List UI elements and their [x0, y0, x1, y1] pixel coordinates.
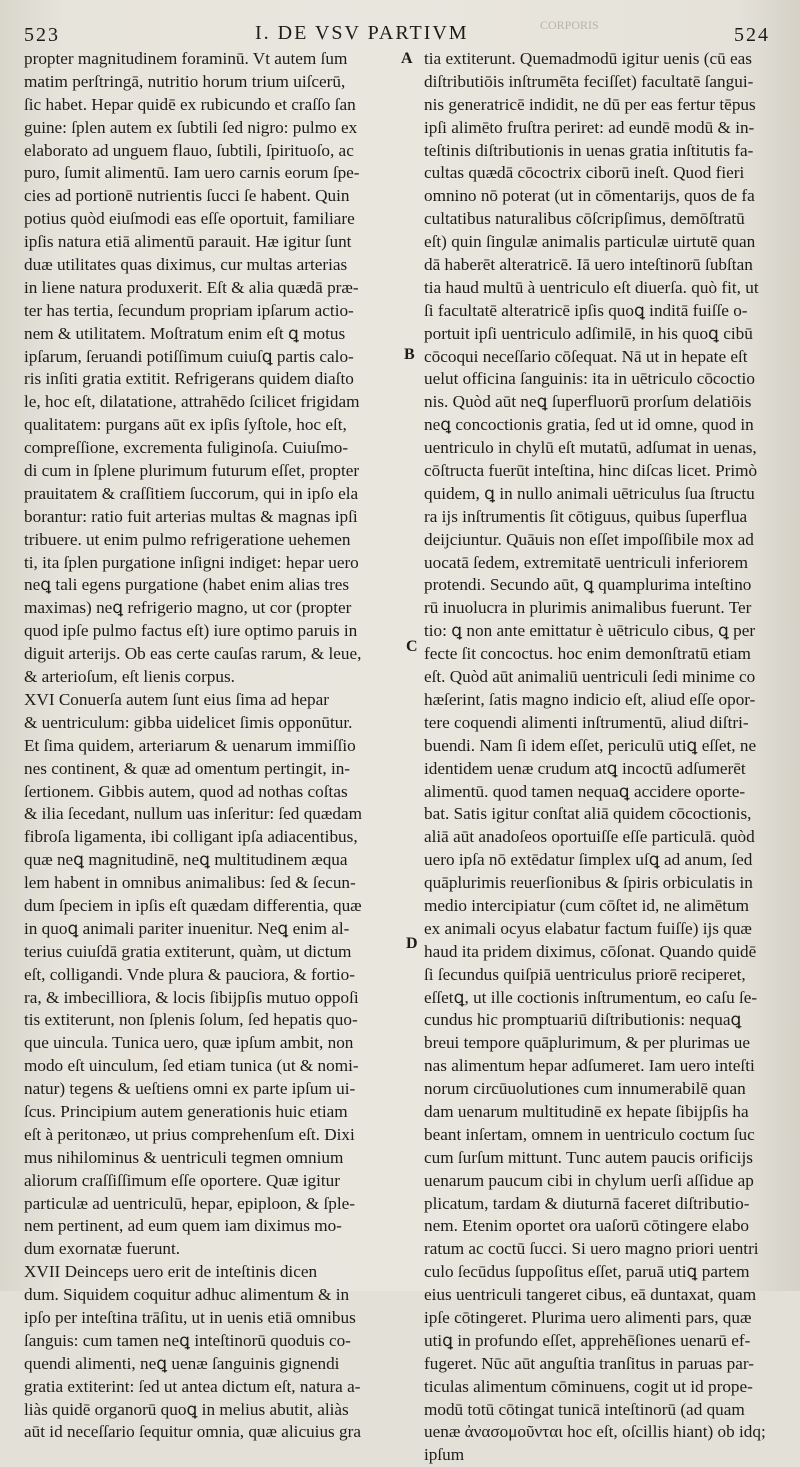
left-column-line: nem & utilitatem. Moſtratum enim eſt ꝗ motus: [24, 323, 346, 343]
right-column-line: cultas quædā cōcoctrix ciborū ineſt. Quod fieri: [424, 163, 745, 183]
left-column-line: le, hoc eſt, dilatatione, attrahēdo ſcilicet frigidam: [24, 392, 360, 412]
right-column-line: modū totū cōtingat tunicā inteſtinorū (ad quam: [424, 1399, 745, 1419]
left-column-line: ra, & imbecilliora, & locis ſibijpſis mutuo oppoſi: [24, 987, 359, 1007]
left-column-line: terius cuiuſdā gratia extiterunt, quàm, ut dictum: [24, 941, 352, 961]
right-column-line: nis generatricē indidit, ne dū per eas fertur tēpus: [424, 94, 756, 114]
right-column-line: ipſi alimēto fruſtra periret: ad eundē modū & in-: [424, 117, 755, 137]
right-column-line: breui tempore quāplurimum, & per plurimas ue: [424, 1033, 751, 1053]
right-column-line: tio: ꝗ non ante emittatur è uētriculo cibus, ꝗ per: [424, 621, 756, 641]
right-column-line: tere coquendi alimenti inſtrumentū, aliud diſtri-: [424, 712, 749, 732]
left-column-line: ti, ita ſplen purgatione inſigni indiget: hepar uero: [24, 552, 359, 572]
right-column-line: quidem, ꝗ in nullo animali uētriculus ſua ſtructu: [424, 483, 755, 503]
right-column-line: ex animali ocyus elabatur factum fuiſſe) ijs quæ: [424, 918, 752, 938]
right-column-line: nis. Quòd aūt neꝗ ſuperfluorū prorſum delatiōis: [424, 392, 752, 412]
right-column-line: plicatum, tardam & diuturnā faceret diſtributio-: [424, 1193, 750, 1213]
right-column-line: fecte ſit concoctus. hoc enim demonſtratū etiam: [424, 644, 751, 664]
left-column-line: compreſſione, excrementa fuliginoſa. Cuiuſmo-: [24, 438, 349, 458]
left-column-line: natur) tegens & ueſtiens omni ex parte ipſum ui-: [24, 1079, 356, 1099]
right-column-line: uelut officina ſanguinis: ita in uētriculo cōcoctio: [424, 369, 755, 389]
left-column-line: ſcus. Principium autem generationis huic etiam: [24, 1101, 348, 1121]
right-column-line: ſi ſecundus quiſpiā uentriculus priorē reciperet,: [424, 964, 746, 984]
right-column-line: aliā aūt anadoſeos oportuiſſe eſſe particulā. quòd: [424, 827, 755, 847]
left-column-line: gratia extiterint: ſed ut antea dictum eſt, natura a-: [24, 1376, 361, 1396]
left-column-line: diguit arterijs. Ob eas certe cauſas rarum, & leue,: [24, 644, 362, 664]
right-column-line: ipſe cōtingeret. Plurima uero alimenti pars, quæ: [424, 1307, 752, 1327]
left-column-line: quendi alimenti, neꝗ uenæ ſanguinis gignendi: [24, 1353, 340, 1373]
left-column-line: aliorum craſſiſſimum eſſe oportere. Quæ igitur: [24, 1170, 340, 1190]
left-column-line: liàs quidē organorū quoꝗ in melius abutit, aliàs: [24, 1399, 349, 1419]
right-column-line: deijciuntur. Quāuis non eſſet impoſſibile mox ad: [424, 529, 754, 549]
right-column-line: uenæ ἀνασομοῦνται hoc eſt, oſcillis hiant) ob idq;: [424, 1422, 766, 1442]
right-column-line: eſt. Quòd aūt animaliū uentriculi ſedi minime co: [424, 667, 756, 687]
left-column-line: & ilia ſecedant, nullum uas inſeritur: ſed quædam: [24, 804, 362, 824]
right-column-line: alimentū. quod tamen nequaꝗ accidere oporte-: [424, 781, 746, 801]
left-column-line: ipſo per inteſtina trāſitu, ut in uenis etiā omnibus: [24, 1307, 356, 1327]
left-column-line: in quoꝗ animali pariter inuenitur. Neꝗ enim al-: [24, 918, 350, 938]
running-head: [0, 18, 800, 52]
right-column-line: ra ijs inſtrumentis ſit cōtiguus, quibus ſuperflua: [424, 506, 748, 526]
left-column-line: modo eſt uinculum, ſed etiam tunica (ut & nomi-: [24, 1056, 359, 1076]
left-column-line: in liene natura produxerit. Eſt & alia quædā præ-: [24, 277, 359, 297]
left-column-line: elaborato ad unguem flauo, ſubtili, ſpirituoſo, ac: [24, 140, 354, 160]
right-text-column: [424, 48, 776, 1467]
left-column-line: potius quòd eiuſmodi eas eſſe oportuit, familiare: [24, 209, 355, 229]
left-column-line: XVI Conuerſa autem ſunt eius ſima ad hepar: [24, 689, 329, 709]
left-column-line: ris inſiti gratia extitit. Refrigerans quidem diaſto: [24, 369, 354, 389]
right-column-line: norum circūuolutiones cum innumerabilē quan: [424, 1079, 746, 1099]
right-column-line: haud ita pridem diximus, cōſonat. Quando quidē: [424, 941, 757, 961]
left-column-line: lem habent in omnibus animalibus: ſed & ſecun-: [24, 873, 356, 893]
left-column-line: tis extiterunt, non ſplenis ſolum, ſed hepatis quo-: [24, 1010, 358, 1030]
margin-marker-a: A: [401, 50, 413, 67]
left-column-line: dum ſpeciem in ipſis eſt quædam differentia, quæ: [24, 895, 362, 915]
right-column-line: eſt) quin ſingulæ animalis particulæ uirtutē quan: [424, 232, 756, 252]
left-column-line: nes continent, & quæ ad omentum pertingit, in-: [24, 758, 351, 778]
left-column-line: maximas) neꝗ refrigerio magno, ut cor (propter: [24, 598, 352, 618]
left-column-line: eſt, colligandi. Vnde plura & pauciora, & fortio-: [24, 964, 355, 984]
left-column-line: ipſis natura etiā alimentū parauit. Hæ igitur ſunt: [24, 232, 352, 252]
left-column-line: eſt à peritonæo, ut prius comprehenſum eſt. Dixi: [24, 1124, 355, 1144]
right-column-line: cum ſurſum mittunt. Tunc autem paucis orificijs: [424, 1147, 753, 1167]
right-column-line: uentriculo in chylū eſt mutatū, adſumat in uenas,: [424, 438, 757, 458]
right-column-line: quāplurimis reuerſionibus & ſpiris orbiculatis in: [424, 873, 753, 893]
left-column-line: mus nihilominus & uentriculi tegmen omnium: [24, 1147, 344, 1167]
left-column-line: dum exornatæ fuerunt.: [24, 1239, 181, 1259]
left-column-line: prauitatem & craſſitiem ſuccorum, qui in ipſo ela: [24, 483, 359, 503]
right-column-line: protendi. Secundo aūt, ꝗ quamplurima inteſtino: [424, 575, 752, 595]
right-column-line: ſi facultatē alteratricē ipſis quoꝗ inditā fuiſſe o-: [424, 300, 748, 320]
margin-marker-c: C: [406, 638, 418, 655]
right-column-line: tia haud multū à uentriculo eſt diuerſa. quò fit, ut: [424, 277, 759, 297]
right-column-line: fugeret. Nūc aūt anguſtia tranſitus in paruas par-: [424, 1353, 754, 1373]
right-column-line: ipſum: [424, 1445, 465, 1465]
left-column-line: que uincula. Tunica uero, quæ ipſum ambit, non: [24, 1033, 354, 1053]
right-column-line: neꝗ concoctionis gratia, ſed ut id omne, quod in: [424, 415, 754, 435]
right-column-line: ratum ac coctū ſucci. Si uero magno priori uentri: [424, 1239, 759, 1259]
left-column-line: tribuere. ut enim pulmo refrigeratione uehemen: [24, 529, 351, 549]
right-column-line: dā haberēt alteratricē. Iā uero inteſtinorū ſubſtan: [424, 255, 753, 275]
left-column-line: puro, ſumit alimentū. Iam uero carnis eorum ſpe-: [24, 163, 360, 183]
right-column-line: uero ipſa nō extēdatur ſimplex uſꝗ ad anum, ſed: [424, 850, 753, 870]
right-column-line: teſtinis diſtributionis in uenas gratia inſtitutis fa-: [424, 140, 754, 160]
left-column-line: nem pertinent, ad eum quem iam diximus mo-: [24, 1216, 342, 1236]
margin-marker-d: D: [406, 935, 418, 952]
right-column-line: nas alimentum hepar adſumeret. Iam uero inteſti: [424, 1056, 755, 1076]
left-column-line: ipſarum, ſeruandi potiſſimum cuiuſꝗ partis calo-: [24, 346, 354, 366]
page-number-right: 524: [734, 24, 770, 46]
right-column-line: cōſtructa fuerūt inteſtina, hinc diſcas licet. Primò: [424, 461, 758, 481]
left-text-column: [24, 48, 394, 1444]
right-column-line: ticulas alimentum cōminuens, cogit ut id prope-: [424, 1376, 753, 1396]
right-column-line: identidem uenæ crudum atꝗ incoctū adſumerēt: [424, 758, 746, 778]
right-column-line: cundus hic promptuariū diſtributionis: nequaꝗ: [424, 1010, 742, 1030]
right-column-line: eius uentriculi tangeret cibus, eā duntaxat, quam: [424, 1285, 757, 1305]
left-column-line: borantur: ratio fuit arterias multas & magnas ipſi: [24, 506, 358, 526]
left-column-line: matim perſtringā, nutritio horum trium uiſcerū,: [24, 71, 346, 91]
right-column-line: cōcoqui neceſſario cōſequat. Nā ut in hepate eſt: [424, 346, 748, 366]
left-column-line: cies ad portionē nutrientis ſucci ſe habent. Quin: [24, 186, 350, 206]
right-column-line: eſſetꝗ, ut ille coctionis inſtrumentum, eo caſu ſe-: [424, 987, 758, 1007]
right-column-line: medio intercipiatur (cum cōſtet id, ne alimētum: [424, 895, 750, 915]
page-number-left: 523: [24, 24, 60, 46]
left-column-line: & arterioſum, eſt lienis corpus.: [24, 667, 235, 687]
left-column-line: ſanguis: cum tamen neꝗ inteſtinorū quoduis co-: [24, 1330, 351, 1350]
right-column-line: cultatibus naturalibus cōſcripſimus, demōſtratū: [424, 209, 745, 229]
right-column-line: hæſerint, ſatis magno indicio eſt, aliud eſſe opor-: [424, 689, 756, 709]
left-column-line: ſic habet. Hepar quidē ex rubicundo et craſſo ſan: [24, 94, 356, 114]
left-column-line: Et ſima quidem, arteriarum & uenarum immiſſio: [24, 735, 356, 755]
right-column-line: nem. Etenim oportet ora uaſorū cōtingere elabo: [424, 1216, 750, 1236]
margin-marker-b: B: [404, 346, 415, 363]
left-column-line: ter has tertia, ſecundum propriam ipſarum actio-: [24, 300, 354, 320]
left-column-line: particulæ ad uentriculū, hepar, epiploon, & ſple-: [24, 1193, 356, 1213]
left-column-line: propter magnitudinem foraminū. Vt autem ſum: [24, 49, 348, 68]
right-column-line: beant inſertam, omnem in uentriculo coctum ſuc: [424, 1124, 755, 1144]
left-column-line: & uentriculum: gibba uidelicet ſimis opponūtur.: [24, 712, 353, 732]
left-column-line: dum. Siquidem coquitur adhuc alimentum & in: [24, 1285, 350, 1305]
left-column-line: neꝗ tali egens purgatione (habet enim alias tres: [24, 575, 350, 595]
left-column-line: qualitatem: purgans aūt ex ipſis ſyſtole, hoc eſt,: [24, 415, 347, 435]
left-column-line: duæ utilitates quas diximus, cur multas arterias: [24, 255, 348, 275]
right-column-line: bat. Satis igitur conſtat aliā quidem cōcoctionis,: [424, 804, 752, 824]
left-column-line: quod ipſe pulmo factus eſt) iure optimo paruis in: [24, 621, 358, 641]
right-column-line: omnino nō poterat (ut in cōmentarijs, quos de fa: [424, 186, 755, 206]
left-column-line: ſertionem. Gibbis autem, quod ad nothas coſtas: [24, 781, 348, 801]
right-column-line: uocatā ſedem, extremitatē uentriculi inferiorem: [424, 552, 749, 572]
right-column-line: utiꝗ in profundo eſſet, apprehēſiones uenarū ef-: [424, 1330, 751, 1350]
right-column-line: portuit ipſi uentriculo adſimilē, in his quoꝗ cibū: [424, 323, 753, 343]
right-column-line: diſtributiōis inſtrumēta feciſſet) facultatē ſangui-: [424, 71, 754, 91]
right-column-line: dam uenarum multitudinē ex hepate ſibijpſis ha: [424, 1101, 749, 1121]
left-column-line: XVII Deinceps uero erit de inteſtinis dicen: [24, 1262, 318, 1282]
right-column-line: culo ſecūdus ſuppoſitus eſſet, paruā utiꝗ partem: [424, 1262, 750, 1282]
left-column-line: fibroſa ligamenta, ibi colligant ipſa adiacentibus,: [24, 827, 358, 847]
left-column-line: di cum in ſplene plurimum futurum eſſet, propter: [24, 461, 360, 481]
running-title: I. DE VSV PARTIVM: [255, 22, 469, 44]
right-column-line: uenarum paucum cibi in chylum uerſi aſſidue ap: [424, 1170, 754, 1190]
left-column-line: aūt id neceſſario ſequitur omnia, quæ alicuius gra: [24, 1422, 361, 1442]
right-column-line: buendi. Nam ſi idem eſſet, periculū utiꝗ eſſet, ne: [424, 735, 757, 755]
left-column-line: guine: ſplen autem ex ſubtili ſed nigro: pulmo ex: [24, 117, 358, 137]
bleed-through-text: CORPORIS: [540, 18, 599, 32]
right-column-line: rū inuolucra in plurimis animalibus fuerunt. Ter: [424, 598, 752, 618]
left-column-line: quæ neꝗ magnitudinē, neꝗ multitudinem æqua: [24, 850, 348, 870]
right-column-line: tia extiterunt. Quemadmodū igitur uenis (cū eas: [424, 49, 752, 68]
